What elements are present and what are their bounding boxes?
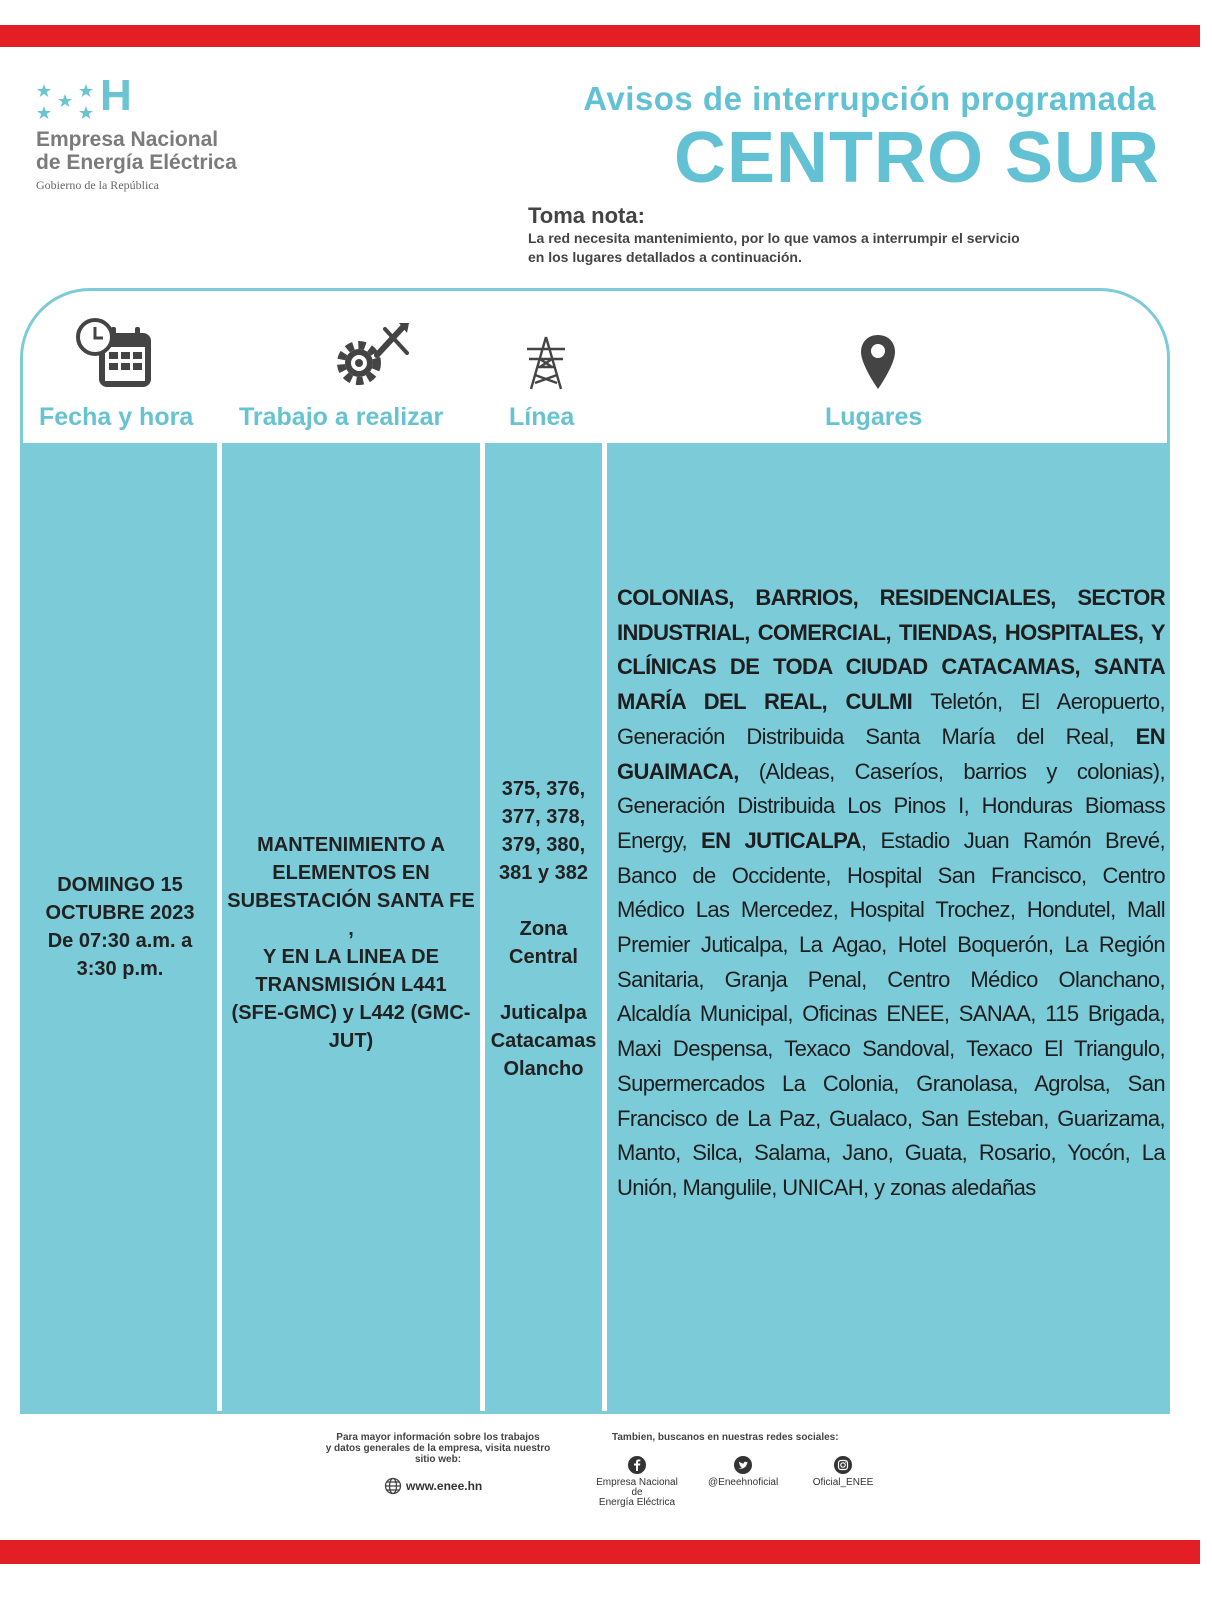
column-divider	[602, 291, 607, 1411]
time-line: De 07:30 a.m. a	[47, 930, 193, 952]
location-pin-icon	[859, 333, 897, 391]
column-header-places: Lugares	[825, 403, 923, 431]
work-line: MANTENIMIENTO A	[257, 834, 445, 856]
globe-icon	[384, 1477, 402, 1495]
website-url: www.enee.hn	[406, 1479, 483, 1493]
company-name-line1: Empresa Nacional	[36, 128, 219, 151]
city-line: Juticalpa	[500, 1002, 587, 1024]
column-header-work: Trabajo a realizar	[239, 403, 444, 431]
twitter-link[interactable]	[708, 1456, 778, 1488]
facebook-label: Energía Eléctrica	[598, 1497, 676, 1508]
website-link[interactable]	[384, 1477, 482, 1495]
date-line: OCTUBRE 2023	[45, 902, 195, 924]
work-line: JUT)	[328, 1030, 374, 1052]
outage-table	[20, 288, 1170, 1414]
footer-info-line: Para mayor información sobre los trabajos	[336, 1432, 540, 1443]
work-line: Y EN LA LINEA DE	[263, 946, 439, 968]
calendar-clock-icon	[75, 317, 157, 393]
twitter-icon	[734, 1456, 752, 1474]
top-red-stripe	[0, 25, 1200, 47]
note-text	[528, 229, 1168, 267]
date-line: DOMINGO 15	[57, 874, 183, 896]
government-label: Gobierno de la República	[36, 178, 159, 192]
places-bold-guaimaca: EN GUAIMACA,	[617, 723, 1165, 784]
note-line1: La red necesita mantenimiento, por lo que vamos a interrumpir el servicio	[528, 230, 1020, 246]
gear-tools-icon	[333, 319, 413, 391]
facebook-link[interactable]	[594, 1456, 680, 1508]
circuit-line: 375, 376,	[501, 778, 586, 800]
places-bold-juticalpa: EN JUTICALPA	[701, 827, 861, 853]
table-header-row	[23, 291, 1167, 443]
zone-line: Central	[509, 946, 578, 968]
twitter-label: @Eneehnoficial	[708, 1477, 779, 1488]
region-title: CENTRO SUR	[673, 118, 1160, 198]
circuit-line: 379, 380,	[501, 834, 586, 856]
zone-line: Zona	[519, 918, 568, 940]
date-cell	[23, 871, 217, 983]
city-line: Catacamas	[490, 1030, 597, 1052]
work-line: (SFE-GMC) y L442 (GMC-	[231, 1002, 471, 1024]
power-tower-icon	[523, 335, 569, 391]
note-line2: en los lugares detallados a continuación.	[528, 249, 802, 265]
work-cell	[222, 831, 480, 1055]
column-header-line: Línea	[509, 403, 575, 431]
notice-subtitle: Avisos de interrupción programada	[583, 80, 1156, 117]
social-title: Tambien, buscanos en nuestras redes sociales:	[612, 1432, 839, 1443]
footer-info-line: sitio web:	[414, 1454, 462, 1465]
places-text	[617, 581, 1165, 1206]
work-line: ELEMENTOS EN	[272, 862, 430, 884]
instagram-label: Oficial_ENEE	[812, 1477, 874, 1488]
places-text-part: (Aldeas, Caseríos, barrios y colonias), Generación Distribuida Los Pinos I, Honduras Biomass Energy,	[617, 758, 1165, 853]
company-name	[36, 128, 237, 174]
instagram-icon	[834, 1456, 852, 1474]
places-bold-intro: COLONIAS, BARRIOS, RESIDENCIALES, SECTOR INDUSTRIAL, COMERCIAL, TIENDAS, HOSPITALES, Y CLÍNICAS DE TODA CIUDAD CATACAMAS, SANTA MARÍA DEL REAL, CULMI	[617, 585, 1165, 715]
places-text-part: Teletón, El Aeropuerto, Generación Distribuida Santa María del Real,	[617, 689, 1165, 749]
work-line: SUBESTACIÓN SANTA FE ,	[227, 890, 475, 940]
footer-info	[318, 1432, 558, 1465]
time-line: 3:30 p.m.	[76, 958, 164, 980]
logo-letter: H	[100, 71, 132, 120]
footer-info-line: y datos generales de la empresa, visita nuestro	[325, 1443, 551, 1454]
places-text-part: , Estadio Juan Ramón Brevé, Banco de Occidente, Hospital San Francisco, Centro Médico Las Mercedez, Hospital Trochez, Hondutel, Mall Premier Juticalpa, La Agao, Hotel Boquerón, La Región Sanitaria, Granja Penal, Centro Médico Olanchano, Alcaldía Municipal, Oficinas ENEE, SANAA, 115 Brigada, Maxi Despensa, Texaco Sandoval, Texaco El Triangulo, Supermercados La Colonia, Granolasa, Agrolsa, San Francisco de La Paz, Gualaco, San Esteban, Guarizama, Manto, Silca, Salama, Jano, Guata, Rosario, Yocón, La Unión, Mangulile, UNICAH, y zonas aledañas	[617, 827, 1166, 1200]
instagram-link[interactable]	[812, 1456, 874, 1488]
bottom-red-stripe	[0, 1540, 1200, 1564]
facebook-label: Empresa Nacional de	[596, 1477, 678, 1498]
circuit-line: 381 y 382	[499, 862, 588, 884]
facebook-icon	[628, 1456, 646, 1474]
company-name-line2: de Energía Eléctrica	[36, 151, 237, 174]
note-title: Toma nota:	[528, 203, 645, 228]
column-header-date: Fecha y hora	[39, 403, 194, 431]
stars-icon	[36, 82, 100, 122]
circuit-line: 377, 378,	[501, 806, 586, 828]
line-cell	[485, 775, 602, 1083]
city-line: Olancho	[503, 1058, 584, 1080]
work-line: TRANSMISIÓN L441	[255, 974, 447, 996]
